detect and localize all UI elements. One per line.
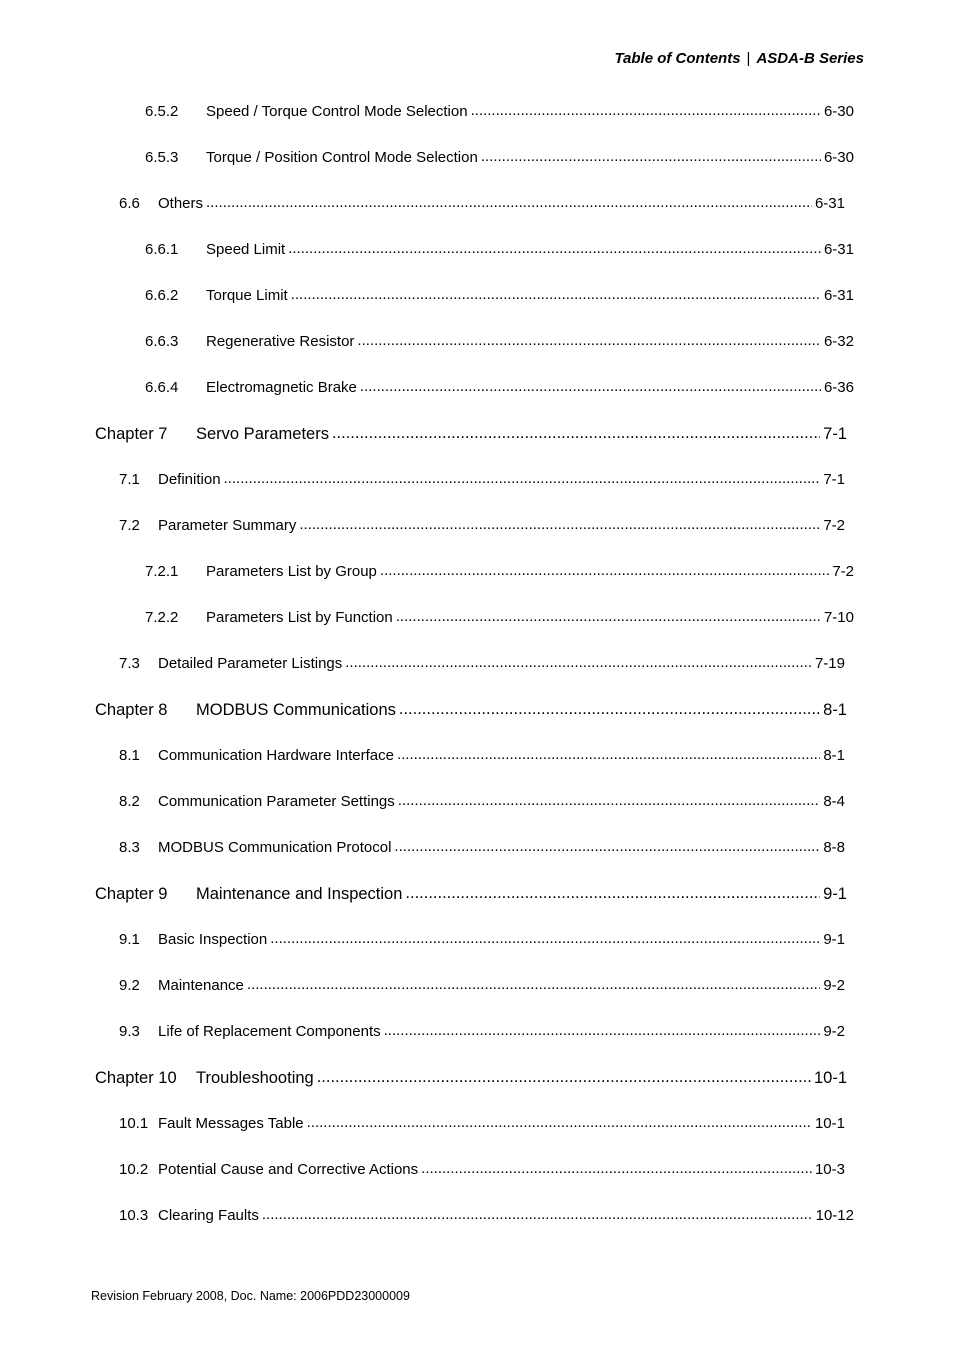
toc-entry-page-number: 10-1 — [813, 1069, 847, 1087]
toc-entry[interactable] — [119, 793, 845, 810]
toc-entry-number: 6.6.3 — [145, 333, 179, 350]
toc-entry-page-number: 6-30 — [823, 149, 854, 166]
toc-entry-number: 7.2 — [119, 517, 140, 534]
toc-entry-page-number: 7-2 — [823, 517, 845, 534]
toc-entry-title: MODBUS Communication Protocol — [158, 839, 392, 856]
header-series-name: ASDA-B Series — [756, 50, 864, 67]
toc-entry-number: 6.6.2 — [145, 287, 179, 304]
toc-entry-page-number: 8-1 — [823, 747, 845, 764]
dot-leader — [206, 194, 812, 211]
toc-entry-title: Communication Hardware Interface — [158, 747, 394, 764]
toc-entry-number: 10.3 — [119, 1207, 149, 1224]
toc-entry-title: Maintenance — [158, 977, 244, 994]
toc-entry-page-number: 7-10 — [823, 609, 854, 626]
toc-entry[interactable] — [145, 333, 854, 350]
toc-entry-number: 7.2.1 — [145, 563, 179, 580]
toc-entry-title: Clearing Faults — [158, 1207, 259, 1224]
dot-leader — [332, 424, 820, 443]
dot-leader — [471, 102, 821, 119]
toc-entry[interactable] — [119, 471, 845, 488]
dot-leader — [345, 654, 812, 671]
toc-entry[interactable] — [119, 195, 845, 212]
dot-leader — [262, 1206, 813, 1223]
toc-entry-title: Parameters List by Function — [206, 609, 393, 626]
toc-entry-title: Servo Parameters — [196, 425, 329, 443]
toc-entry-title: Fault Messages Table — [158, 1115, 304, 1132]
dot-leader — [360, 378, 821, 395]
toc-entry-number: 9.3 — [119, 1023, 140, 1040]
toc-entry-number: 6.5.2 — [145, 103, 179, 120]
toc-entry-title: Basic Inspection — [158, 931, 268, 948]
toc-entry-number: Chapter 8 — [95, 701, 168, 719]
dot-leader — [291, 286, 821, 303]
toc-entry-page-number: 7-1 — [823, 425, 847, 443]
dot-leader — [398, 792, 821, 809]
toc-entry-number: Chapter 7 — [95, 425, 168, 443]
toc-entry[interactable] — [95, 1069, 847, 1088]
toc-entry-page-number: 9-2 — [823, 1023, 845, 1040]
dot-leader — [307, 1114, 812, 1131]
running-header — [614, 50, 864, 67]
dot-leader — [270, 930, 820, 947]
header-section-title: Table of Contents — [614, 50, 741, 67]
dot-leader — [397, 746, 820, 763]
toc-entry-title: Electromagnetic Brake — [206, 379, 357, 396]
toc-entry-number: 6.5.3 — [145, 149, 179, 166]
toc-entry-title: Speed Limit — [206, 241, 286, 258]
dot-leader — [288, 240, 821, 257]
toc-entry-page-number: 8-1 — [823, 701, 847, 719]
toc-entry-page-number: 9-1 — [823, 931, 845, 948]
toc-entry[interactable] — [145, 241, 854, 258]
toc-entry-page-number: 7-19 — [814, 655, 845, 672]
toc-entry-title: MODBUS Communications — [196, 701, 396, 719]
toc-entry[interactable] — [95, 425, 847, 444]
toc-entry[interactable] — [119, 1115, 845, 1132]
dot-leader — [317, 1068, 811, 1087]
toc-entry[interactable] — [119, 1207, 854, 1224]
toc-entry-number: 10.2 — [119, 1161, 149, 1178]
toc-entry[interactable] — [119, 747, 845, 764]
toc-entry-page-number: 8-4 — [823, 793, 845, 810]
toc-entry-title: Torque Limit — [206, 287, 288, 304]
toc-entry[interactable] — [119, 1023, 845, 1040]
toc-entry-page-number: 10-1 — [814, 1115, 845, 1132]
toc-entry-title: Potential Cause and Corrective Actions — [158, 1161, 419, 1178]
dot-leader — [396, 608, 821, 625]
toc-entry-page-number: 9-1 — [823, 885, 847, 903]
header-separator: | — [746, 50, 751, 67]
toc-entry[interactable] — [119, 839, 845, 856]
toc-entry-page-number: 9-2 — [823, 977, 845, 994]
dot-leader — [405, 884, 820, 903]
toc-entry[interactable] — [95, 701, 847, 720]
toc-entry-title: Parameter Summary — [158, 517, 297, 534]
toc-entry[interactable] — [145, 563, 854, 580]
dot-leader — [247, 976, 820, 993]
dot-leader — [481, 148, 821, 165]
toc-entry-page-number: 10-3 — [814, 1161, 845, 1178]
toc-entry-number: 7.2.2 — [145, 609, 179, 626]
dot-leader — [421, 1160, 812, 1177]
toc-entry-title: Detailed Parameter Listings — [158, 655, 343, 672]
toc-entry-page-number: 7-2 — [832, 563, 854, 580]
toc-entry-title: Troubleshooting — [196, 1069, 314, 1087]
toc-entry[interactable] — [145, 287, 854, 304]
toc-entry-title: Regenerative Resistor — [206, 333, 355, 350]
toc-entry-number: 6.6.4 — [145, 379, 179, 396]
toc-entry-number: 10.1 — [119, 1115, 149, 1132]
toc-entry[interactable] — [119, 1161, 845, 1178]
toc-entry-title: Definition — [158, 471, 221, 488]
toc-entry-page-number: 6-30 — [823, 103, 854, 120]
toc-entry-number: 6.6.1 — [145, 241, 179, 258]
dot-leader — [357, 332, 821, 349]
toc-entry-page-number: 6-31 — [823, 241, 854, 258]
toc-entry-title: Communication Parameter Settings — [158, 793, 395, 810]
toc-entry[interactable] — [119, 977, 845, 994]
toc-entry-number: 7.3 — [119, 655, 140, 672]
toc-entry-title: Parameters List by Group — [206, 563, 377, 580]
toc-entry-number: Chapter 10 — [95, 1069, 177, 1087]
toc-entry[interactable] — [145, 149, 854, 166]
toc-entry-title: Speed / Torque Control Mode Selection — [206, 103, 468, 120]
toc-entry[interactable] — [145, 103, 854, 120]
toc-entry-number: 8.3 — [119, 839, 140, 856]
dot-leader — [384, 1022, 821, 1039]
toc-entry-number: 8.1 — [119, 747, 140, 764]
toc-entry-number: 7.1 — [119, 471, 140, 488]
toc-entry-page-number: 8-8 — [823, 839, 845, 856]
toc-entry[interactable] — [119, 655, 845, 672]
toc-entry-title: Maintenance and Inspection — [196, 885, 403, 903]
toc-entry[interactable] — [95, 885, 847, 904]
toc-entry-title: Others — [158, 195, 204, 212]
toc-entry-number: 9.2 — [119, 977, 140, 994]
dot-leader — [394, 838, 820, 855]
page-footer: Revision February 2008, Doc. Name: 2006PDD23000009 — [91, 1289, 410, 1303]
toc-entry-title: Torque / Position Control Mode Selection — [206, 149, 478, 166]
toc-entry[interactable] — [119, 931, 845, 948]
toc-entry-number: Chapter 9 — [95, 885, 168, 903]
dot-leader — [299, 516, 820, 533]
toc-entry[interactable] — [145, 609, 854, 626]
dot-leader — [224, 470, 821, 487]
toc-entry-number: 8.2 — [119, 793, 140, 810]
toc-entry-title: Life of Replacement Components — [158, 1023, 381, 1040]
dot-leader — [399, 700, 820, 719]
toc-entry-number: 9.1 — [119, 931, 140, 948]
toc-entry-page-number: 6-32 — [823, 333, 854, 350]
toc-entry-page-number: 7-1 — [823, 471, 845, 488]
toc-entry-page-number: 10-12 — [815, 1207, 854, 1224]
dot-leader — [380, 562, 829, 579]
toc-entry-page-number: 6-36 — [823, 379, 854, 396]
toc-entry-number: 6.6 — [119, 195, 140, 212]
toc-entry-page-number: 6-31 — [823, 287, 854, 304]
toc-entry[interactable] — [145, 379, 854, 396]
toc-entry[interactable] — [119, 517, 845, 534]
toc-entry-page-number: 6-31 — [814, 195, 845, 212]
